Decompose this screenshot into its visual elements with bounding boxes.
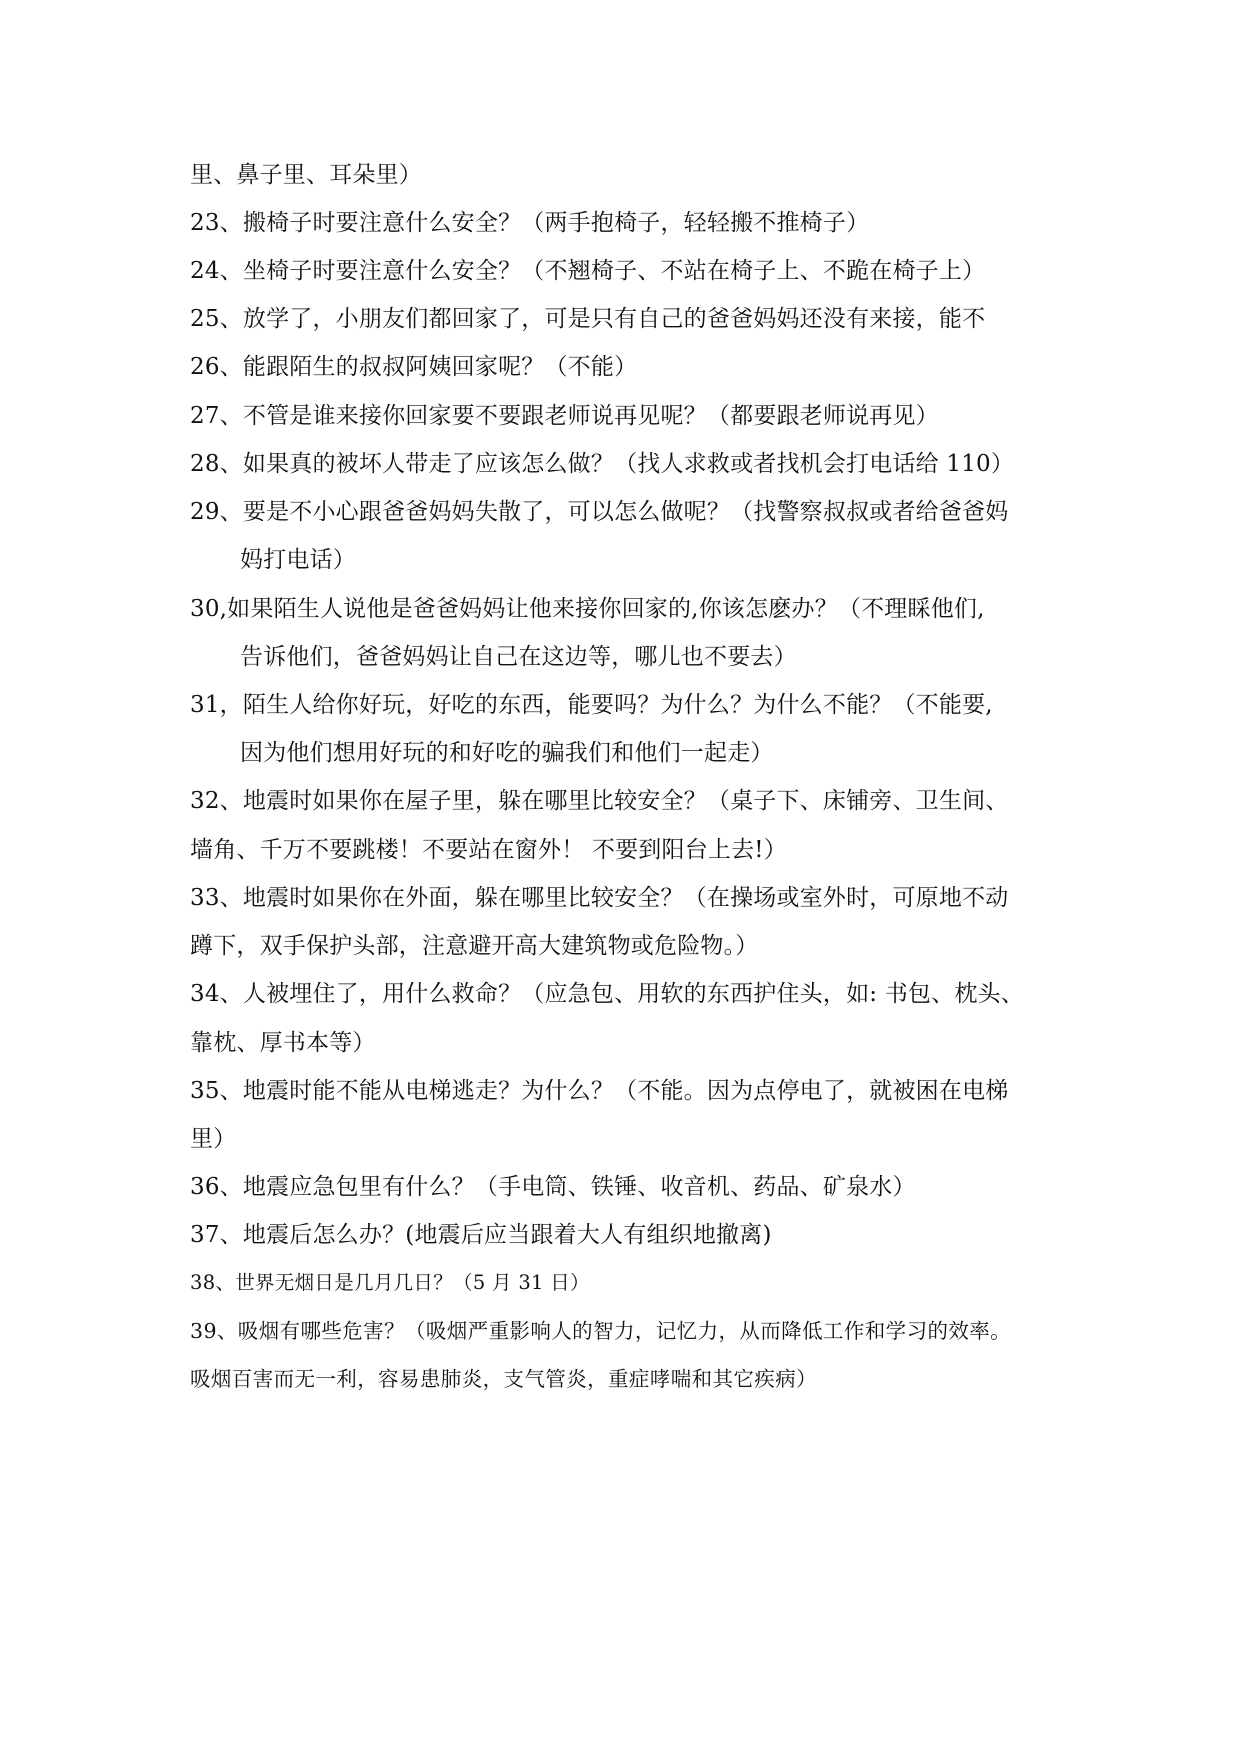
text-line-30-cont: 告诉他们，爸爸妈妈让自己在这边等，哪儿也不要去） [240, 644, 797, 670]
text-line-34: 34、人被埋住了，用什么救命？（应急包、用软的东西护住头，如: 书包、枕头、 [190, 981, 1024, 1007]
text-line-38: 38、世界无烟日是几月几日？（5 月 31 日） [190, 1271, 590, 1294]
text-line-32-cont: 墙角、千万不要跳楼！不要站在窗外！ 不要到阳台上去!） [190, 837, 787, 863]
text-line-39-cont: 吸烟百害而无一利，容易患肺炎，支气管炎，重症哮喘和其它疾病） [190, 1367, 817, 1391]
text-line-32: 32、地震时如果你在屋子里，躲在哪里比较安全？（桌子下、床铺旁、卫生间、 [190, 788, 1009, 814]
text-line-33: 33、地震时如果你在外面，躲在哪里比较安全？（在操场或室外时，可原地不动 [190, 885, 1009, 911]
text-line-36: 36、地震应急包里有什么？（手电筒、铁锤、收音机、药品、矿泉水） [190, 1174, 916, 1200]
text-line-27: 27、不管是谁来接你回家要不要跟老师说再见呢？（都要跟老师说再见） [190, 403, 939, 429]
text-line-29-cont: 妈打电话） [240, 547, 356, 573]
text-line-23: 23、搬椅子时要注意什么安全？（两手抱椅子，轻轻搬不推椅子） [190, 210, 870, 236]
text-line-22-cont: 里、鼻子里、耳朵里） [190, 162, 422, 188]
text-line-35-cont: 里） [190, 1126, 237, 1152]
text-line-24: 24、坐椅子时要注意什么安全？（不翘椅子、不站在椅子上、不跪在椅子上） [190, 258, 986, 284]
text-line-34-cont: 靠枕、厚书本等） [190, 1030, 376, 1056]
text-line-26: 26、能跟陌生的叔叔阿姨回家呢？（不能） [190, 354, 638, 380]
text-line-30: 30,如果陌生人说他是爸爸妈妈让他来接你回家的,你该怎麽办？（不理睬他们, [190, 596, 985, 622]
text-line-31: 31，陌生人给你好玩，好吃的东西，能要吗？为什么？为什么不能？（不能要, [190, 692, 993, 718]
text-line-28: 28、如果真的被坏人带走了应该怎么做？（找人求救或者找机会打电话给 110） [190, 451, 1015, 477]
text-line-35: 35、地震时能不能从电梯逃走？为什么？（不能。因为点停电了，就被困在电梯 [190, 1078, 1009, 1104]
text-line-29: 29、要是不小心跟爸爸妈妈失散了，可以怎么做呢？（找警察叔叔或者给爸爸妈 [190, 499, 1009, 525]
text-line-25: 25、放学了，小朋友们都回家了，可是只有自己的爸爸妈妈还没有来接，能不 [190, 306, 986, 332]
text-line-33-cont: 蹲下，双手保护头部，注意避开高大建筑物或危险物。） [190, 933, 759, 959]
text-line-37: 37、地震后怎么办？(地震后应当跟着大人有组织地撤离) [190, 1222, 772, 1248]
text-line-39: 39、吸烟有哪些危害？（吸烟严重影响人的智力，记忆力，从而降低工作和学习的效率。 [190, 1319, 1012, 1343]
text-line-31-cont: 因为他们想用好玩的和好吃的骗我们和他们一起走） [240, 740, 774, 766]
